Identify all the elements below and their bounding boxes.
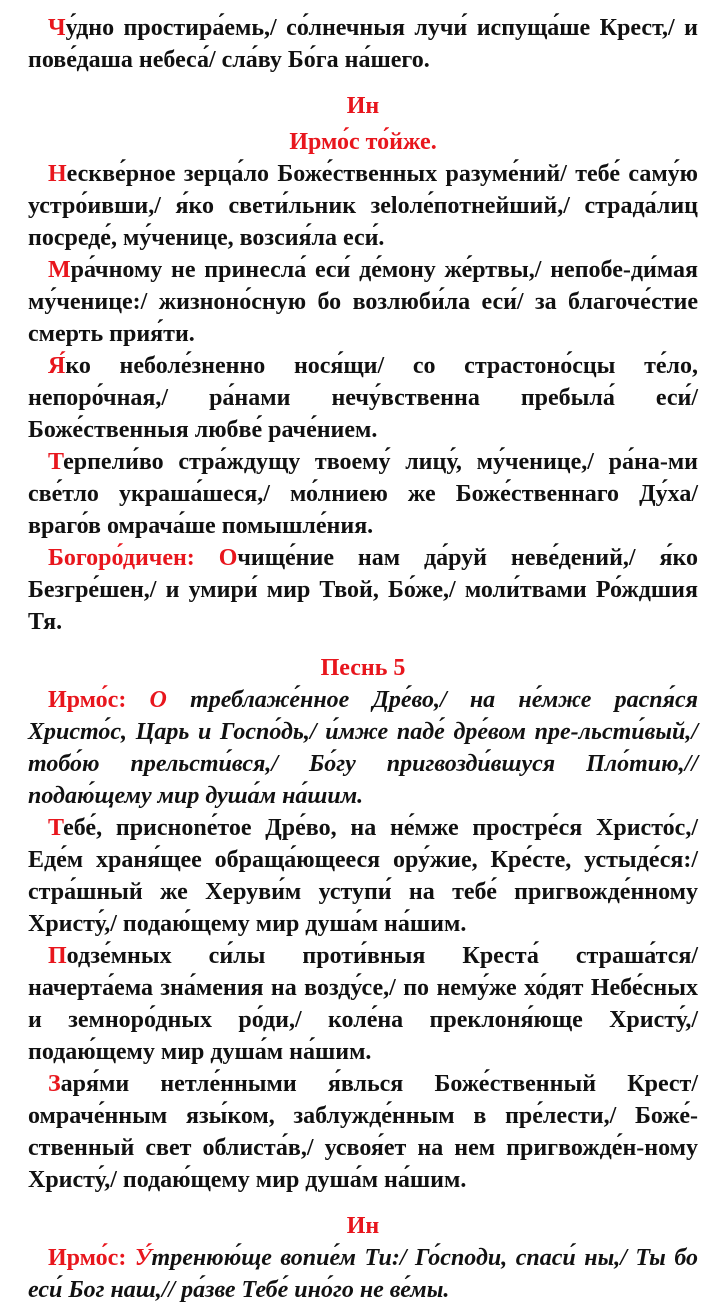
paragraph-5	[28, 446, 698, 542]
drop-initial: О	[218, 545, 238, 571]
paragraph-text: ерпели́во стра́ждущу твоему́ лицу́, му́ченице,/ ра́на-ми све́тло украша́шеся,/ мо́лниею же Боже́ственнаго Ду́ха/ враго́в омрача́ше помышле́ния.	[28, 449, 698, 539]
paragraph-1	[28, 12, 698, 76]
paragraph-2	[28, 158, 698, 254]
paragraph-6	[28, 812, 698, 940]
drop-initial: М	[48, 257, 71, 283]
section-label: Ирмо́с:	[48, 687, 150, 713]
paragraph-text: одзе́мных си́лы проти́вныя Креста́ страша́тся/ начерта́ема зна́мения на возду́се,/ по нему́же хо́дят Небе́сных и земноро́дных ро́ди,/ коле́на преклоня́юще Христу́,/ подаю́щему мир душа́м на́шим.	[28, 943, 698, 1065]
drop-initial: Ч	[48, 15, 66, 41]
paragraph-text: у́дно простира́емь,/ со́лнечныя лучи́ испуща́ше Крест,/ и пове́даша небеса́/ сла́ву Бо́га на́шего.	[28, 15, 698, 73]
paragraph-text: ебе́, присноnе́тое Дре́во, на не́мже простре́ся Христо́с,/ Еде́м храня́щее обраща́ющееся ору́жие, Кре́сте, устыде́ся:/ стра́шный же Херуви́м уступи́ на тебе́ пригвожде́нному Христу́,/ подаю́щему мир душа́м на́шим.	[28, 815, 698, 937]
drop-initial: Я́	[48, 353, 66, 379]
paragraph-8	[28, 1068, 698, 1196]
paragraph-text: ра́чному не принесла́ еси́ де́мону же́ртвы,/ непобе-ди́мая му́ченице:/ жизноно́сную бо возлюби́ла еси́/ за благоче́стие смерть прия́ти.	[28, 257, 698, 347]
paragraph-text: тренюю́ще вопие́м Ти:/ Го́споди, спаси́ ны,/ Ты бо еси́ Бог наш,// ра́зве Тебе́ ино́го не ве́мы.	[28, 1245, 698, 1303]
drop-initial: З	[48, 1071, 61, 1097]
paragraph-text: чище́ние нам да́руй неве́дений,/ я́ко Безгре́шен,/ и умири́ мир Твой, Бо́же,/ моли́твами Ро́ждшия Тя.	[28, 545, 698, 635]
paragraph-text: треблаже́нное Дре́во,/ на не́мже распя́ся Христо́с, Царь и Госпо́дь,/ и́мже паде́ дре́вом пре-льсти́вый,/ тобо́ю прельсти́вся,/ Бо́гу пригвозди́вшуся Пло́тию,// подаю́щему мир душа́м на́шим.	[28, 687, 698, 809]
paragraph-text: аря́ми нетле́нными я́влься Боже́ственный Крест/ омраче́нным язы́ком, заблужде́нным в пре́лести,/ Боже́-ственный свет облиста́в,/ усвоя́ет на нем пригвожде́н-ному Христу́,/ подаю́щему мир душа́м на́шим.	[28, 1071, 698, 1193]
drop-initial: Т	[48, 449, 64, 475]
section-label: Ирмо́с:	[48, 1245, 135, 1271]
paragraph-bogorodichen	[28, 542, 698, 638]
heading-irmos-toizhe: Ирмо́с то́йже.	[289, 129, 437, 155]
paragraph-7	[28, 940, 698, 1068]
drop-initial: П	[48, 943, 67, 969]
paragraph-4	[28, 350, 698, 446]
section-label: Богоро́дичен:	[48, 545, 219, 571]
heading-pesn-5: Песнь 5	[320, 655, 406, 681]
heading-in-2: Ин	[346, 1213, 380, 1239]
paragraph-irmos-2	[28, 1242, 698, 1306]
paragraph-3	[28, 254, 698, 350]
drop-initial: У́	[134, 1245, 152, 1271]
paragraph-text: ескве́рное зерца́ло Боже́ственных разуме́ний/ тебе́ саму́ю устро́ивши,/ я́ко свети́льник зеloле́потнейший,/ страда́лиц посреде́, му́ченице, возсия́ла еси́.	[28, 161, 698, 251]
drop-initial: Н	[48, 161, 67, 187]
drop-initial: О	[149, 687, 167, 713]
paragraph-text: ко неболе́зненно нося́щи/ со страстоно́сцы те́ло, непоро́чная,/ ра́нами нечу́вственна пребыла́ еси́/ Боже́ственныя любве́ раче́нием.	[28, 353, 698, 443]
paragraph-irmos-1	[28, 684, 698, 812]
drop-initial: Т	[48, 815, 64, 841]
heading-in-1: Ин	[346, 93, 380, 119]
